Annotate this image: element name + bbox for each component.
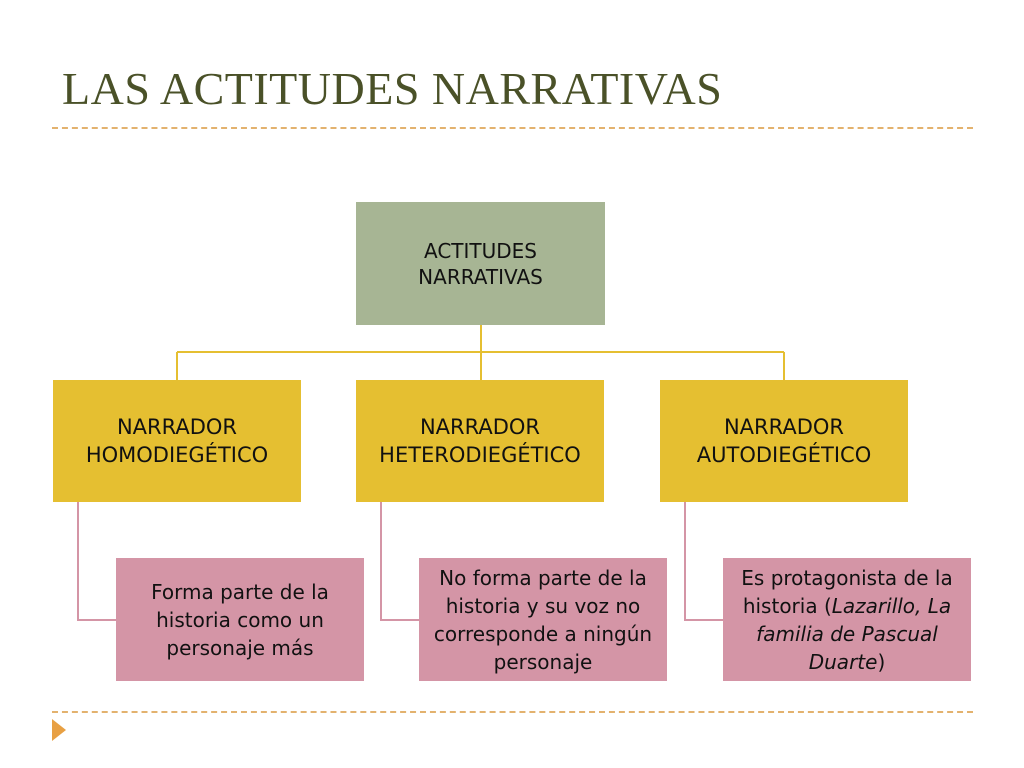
node-label-line1: NARRADOR (116, 415, 238, 439)
desc-text: Forma parte de la historia como un personaje más (151, 579, 329, 660)
desc-separator: , (915, 593, 928, 618)
desc-heterodiegetico (419, 558, 667, 681)
node-label-line2: HOMODIEGÉTICO (85, 443, 269, 467)
slide-title: LAS ACTITUDES NARRATIVAS (62, 63, 723, 114)
desc-autodiegetico (723, 558, 971, 681)
node-label-line2: AUTODIEGÉTICO (696, 443, 872, 467)
node-label-line1: ACTITUDES (424, 238, 537, 263)
footer-divider (52, 711, 973, 713)
desc-text-post: ) (877, 649, 886, 674)
node-label-line1: NARRADOR (723, 415, 845, 439)
work-title-pascual-duarte: La familia de Pascual Duarte (756, 593, 952, 674)
node-label-line2: HETERODIEGÉTICO (379, 443, 581, 467)
node-narrador-autodiegetico (660, 380, 908, 502)
root-connector (177, 325, 784, 380)
desc-text: No forma parte de la historia y su voz no corresponde a ningún personaje (433, 565, 653, 674)
leaf-connector-autodiegetico (685, 502, 723, 620)
play-arrow-icon[interactable] (52, 719, 66, 741)
node-narrador-homodiegetico (53, 380, 301, 502)
work-title-lazarillo: Lazarillo (831, 593, 916, 618)
node-label-line1: NARRADOR (419, 415, 541, 439)
desc-homodiegetico (116, 558, 364, 681)
leaf-connector-heterodiegetico (381, 502, 419, 620)
desc-text (729, 564, 965, 676)
node-label-line2: NARRATIVAS (418, 264, 543, 289)
leaf-connector-homodiegetico (78, 502, 116, 620)
desc-text-pre: Es protagonista de la historia ( (741, 565, 953, 618)
node-narrador-heterodiegetico (356, 380, 604, 502)
node-actitudes-narrativas (356, 202, 605, 325)
